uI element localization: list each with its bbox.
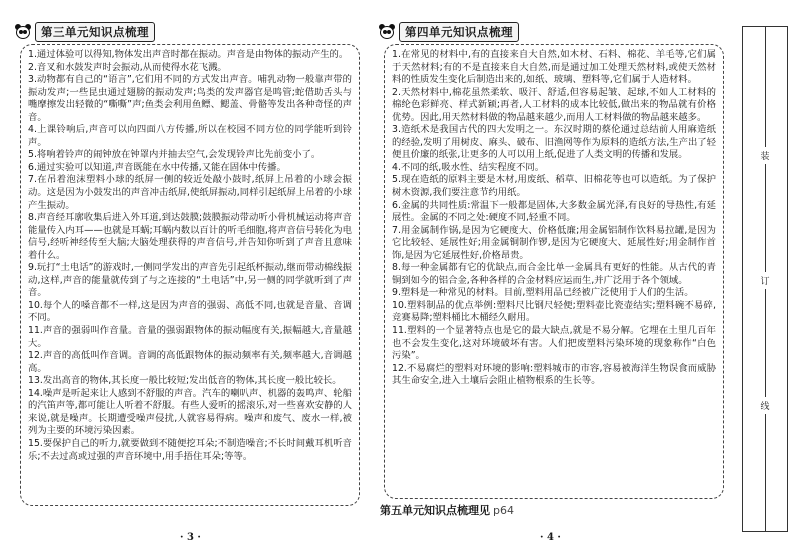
knowledge-item: 1.通过体验可以得知,物体发出声音时都在振动。声音是由物体的振动产生的。 <box>28 49 349 60</box>
knowledge-item: 4.不同的纸,吸水性、结实程度不同。 <box>392 161 545 173</box>
knowledge-item: 12.不易腐烂的塑料对环境的影响:塑料城市的市容,容易被海洋生物误食而威胁其生命安全,进入土壤后会阻止植物根系的生长等。 <box>392 362 716 387</box>
knowledge-item: 1.在常见的材料中,有的直接来自大自然,如木材、石料、棉花、羊毛等,它们属于天然材料;有的不是直接来自大自然,而是通过加工处理天然材料,或使天然材料的性质发生变化后制造出来的,如纸、玻璃、塑料等,它们属于人造材料。 <box>392 49 716 86</box>
binding-label: 订 <box>759 272 771 289</box>
binding-margin <box>742 26 788 532</box>
section-header-unit4 <box>378 22 519 42</box>
knowledge-item: 15.要保护自己的听力,就要做到不随便挖耳朵;不制造噪音;不长时间戴耳机听音乐;不去过高或过强的声音环境中,用手捂住耳朵;等等。 <box>28 437 352 462</box>
knowledge-item: 11.声音的强弱叫作音量。音量的强弱跟物体的振动幅度有关,振幅越大,音量越大。 <box>28 325 352 349</box>
knowledge-list <box>392 49 716 388</box>
knowledge-item: 8.声音经耳廓收集后进入外耳道,到达鼓膜;鼓膜振动带动听小骨机械运动将声音能量传入内耳——也就是耳蜗;耳蜗内数以百计的听毛细胞,将声音信号转化为电信号,经听神经传至大脑;大脑处理获得的声音信号,并告知你听到了声音且意味着什么。 <box>28 212 352 261</box>
knowledge-item: 2.音叉和水鼓发声时会振动,从而使得水花飞溅。 <box>28 61 227 73</box>
next-unit-page-ref: p64 <box>493 504 514 517</box>
section-header-unit3 <box>14 22 155 42</box>
knowledge-item: 6.金属的共同性质:常温下一般都是固体,大多数金属光泽,有良好的导热性,有延展性。金属的不同之处:硬度不同,轻重不同。 <box>392 199 716 224</box>
knowledge-item: 5.现在造纸的原料主要是木材,用废纸、稻草、旧棉花等也可以造纸。为了保护树木资源,我们要注意节约用纸。 <box>392 174 716 199</box>
knowledge-item: 4.上课铃响后,声音可以向四面八方传播,所以在校园不同方位的同学能听到铃声。 <box>28 124 352 148</box>
knowledge-item: 13.发出高音的物体,其长度一般比较短;发出低音的物体,其长度一般比较长。 <box>28 375 342 387</box>
knowledge-item: 10.塑料制品的优点举例:塑料尺比钢尺轻便;塑料壶比瓷壶结实;塑料碗不易碎,竞赛易降;塑料桶比木桶经久耐用。 <box>392 299 716 324</box>
panda-icon <box>14 24 32 40</box>
right-page <box>378 22 726 543</box>
knowledge-item: 12.声音的高低叫作音调。音调的高低跟物体的振动频率有关,频率越大,音调越高。 <box>28 350 352 374</box>
knowledge-box <box>20 44 360 506</box>
knowledge-item: 11.塑料的一个显著特点也是它的最大缺点,就是不易分解。它埋在土里几百年也不会发生变化,这对环境破坏有害。人们把废塑料污染环境的现象称作“白色污染”。 <box>392 325 716 362</box>
panda-icon <box>378 24 396 40</box>
knowledge-item: 8.每一种金属都有它的优缺点,而合金比单一金属具有更好的性能。从古代的青铜到如今的铝合金,各种各样的合金材料应运而生,并广泛用于各个领域。 <box>392 262 716 286</box>
left-page <box>14 22 362 543</box>
knowledge-item: 3.造纸术是我国古代的四大发明之一。东汉时期的蔡伦通过总结前人用麻造纸的经验,发明了用树皮、麻头、破布、旧渔网等作为原料的造纸方法,生产出了轻便且价廉的纸张,让更多的人可以用上纸,促进了人类文明的传播和发展。 <box>392 124 716 161</box>
section-title: 第三单元知识点梳理 <box>35 22 155 42</box>
knowledge-item: 6.通过实验可以知道,声音既能在水中传播,又能在固体中传播。 <box>28 161 286 173</box>
knowledge-list <box>28 49 352 463</box>
knowledge-item: 2.天然材料中,棉花虽然柔软、吸汗、舒适,但容易起皱、起球,不如人工材料的棉纶色彩鲜亮、样式新颖;再者,人工材料的成本比较低,做出来的物品就有价格优势。因此,用天然材料做的物品越来越少,而用人工材料做的物品越来越多。 <box>392 86 716 123</box>
section-title: 第四单元知识点梳理 <box>399 22 519 42</box>
knowledge-item: 10.每个人的嗓音都不一样,这是因为声音的强弱、高低不同,也就是音量、音调不同。 <box>28 299 352 324</box>
binding-label: 装 <box>759 147 771 164</box>
page-number: · 3 · <box>180 532 201 543</box>
next-unit-text: 第五单元知识点梳理见 <box>380 504 490 517</box>
knowledge-box <box>384 44 724 499</box>
binding-label: 线 <box>759 397 771 414</box>
knowledge-item: 3.动物都有自己的“语言”,它们用不同的方式发出声音。哺乳动物一般靠声带的振动发声;一些昆虫通过翅膀的振动发声;鸟类的发声器官是鸣管;蛇借助舌头与嘴摩擦发出轻微的“嘶嘶”声;鱼类会利用鱼鳔、鳃盖、骨骼等发出各种奇怪的声音。 <box>28 74 352 123</box>
knowledge-item: 14.噪声是听起来让人感到不舒服的声音。汽车的喇叭声、机器的轰鸣声、轮船的汽笛声等,都可能让人听着不舒服。有些人爱听的摇滚乐,对一些喜欢安静的人来说,就是噪声。长期遭受噪声侵扰,人就容易得病。噪声和废气、废水一样,被列为主要的环境污染因素。 <box>28 387 352 437</box>
page-number: · 4 · <box>540 532 561 543</box>
knowledge-item: 5.将响着铃声的闹钟放在钟罩内并抽去空气,会发现铃声比先前变小了。 <box>28 149 321 161</box>
knowledge-item: 9.玩打“土电话”的游戏时,一侧同学发出的声音先引起纸杯振动,继而带动棉线振动,这样,声音的能量就传到了与之连接的“土电话”中,另一侧的同学就听到了声音。 <box>28 262 352 299</box>
knowledge-item: 7.在吊着泡沫塑料小球的纸屏一侧的较近处敲小鼓时,纸屏上吊着的小球会振动。这是因为小鼓发出的声音冲击纸屏,使纸屏振动,同样引起纸屏上吊着的小球产生振动。 <box>28 174 352 211</box>
knowledge-item: 7.用金属制作锅,是因为它硬度大、价格低廉;用金属铝制作饮料易拉罐,是因为它比较轻、延展性好;用金属铜制作锣,是因为它硬度大、延展性好;用金制作首饰,是因为它延展性好,价格昂贵。 <box>392 224 716 261</box>
knowledge-item: 9.塑料是一种常见的材料。目前,塑料用品已经被广泛使用于人们的生活。 <box>392 287 694 299</box>
next-unit-note <box>380 502 514 518</box>
